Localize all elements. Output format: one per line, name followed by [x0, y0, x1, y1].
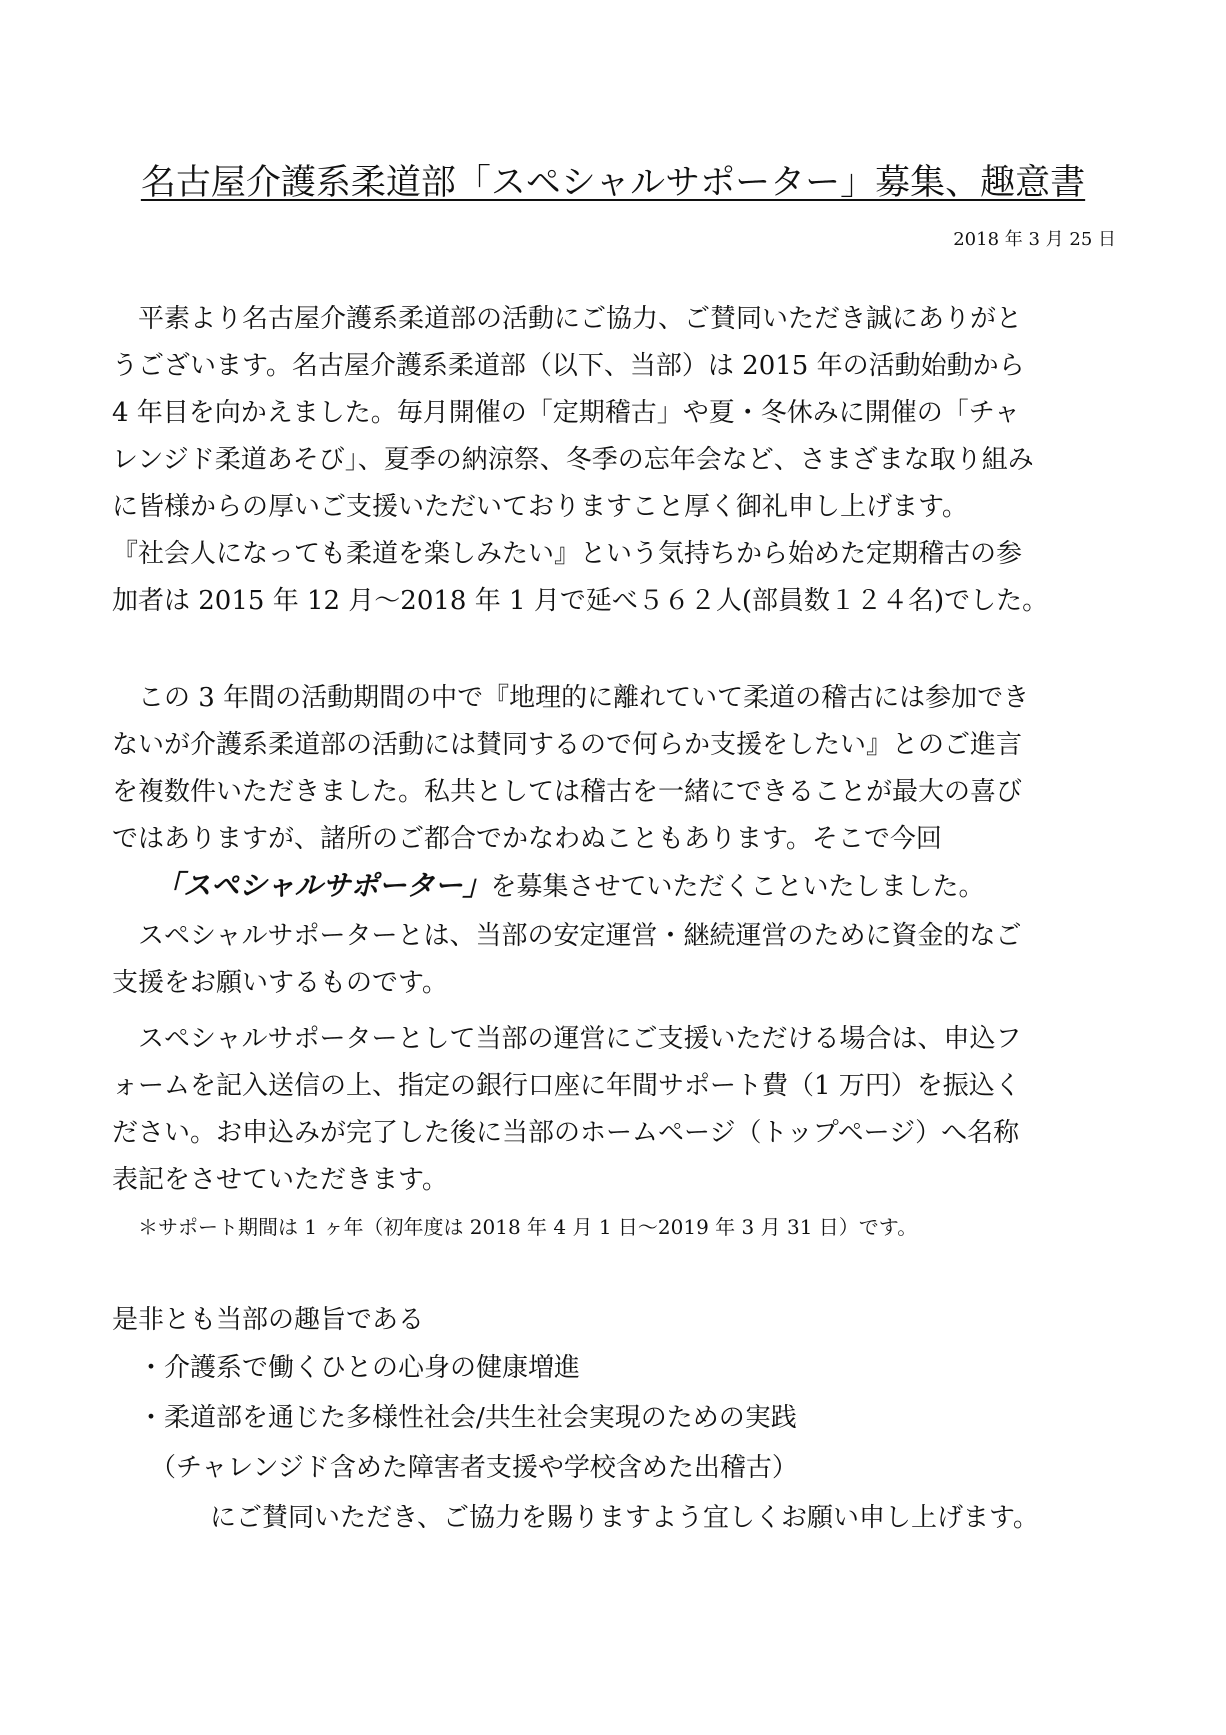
paragraph1-line: レンジド柔道あそび」、夏季の納涼祭、冬季の忘年会など、さまざまな取り組み	[112, 445, 1034, 475]
document-title-text: 名古屋介護系柔道部「スペシャルサポーター」募集、趣意書	[140, 163, 1086, 203]
closing-lead: 是非とも当部の趣旨である	[112, 1305, 425, 1335]
paragraph1-line: 平素より名古屋介護系柔道部の活動にご協力、ご賛同いただき誠にありがと	[138, 304, 1023, 334]
closing-bullet: ・柔道部を通じた多様性社会/共生社会実現のための実践	[138, 1403, 797, 1433]
paragraph3-line: 支援をお願いするものです。	[112, 968, 448, 998]
document-title	[0, 160, 1226, 206]
paragraph1-line: 『社会人になっても柔道を楽しみたい』という気持ちから始めた定期稽古の参	[112, 539, 1023, 569]
closing-bullet: ・介護系で働くひとの心身の健康増進	[138, 1353, 581, 1383]
paragraph2-line: ではありますが、諸所のご都合でかなわぬこともあります。そこで今回	[112, 824, 942, 854]
paragraph1-line: 加者は 2015 年 12 月～2018 年 1 月で延べ５６２人(部員数１２４名)でした。	[112, 586, 1049, 616]
paragraph2-line: を複数件いただきました。私共としては稽古を一緒にできることが最大の喜び	[112, 777, 1023, 807]
closing-bullet-sub: （チャレンジド含めた障害者支援や学校含めた出稽古）	[150, 1453, 798, 1483]
recruit-line-rest: を募集させていただくこといたしました。	[490, 872, 985, 902]
paragraph1-line: に皆様からの厚いご支援いただいておりますこと厚く御礼申し上げます。	[112, 492, 968, 522]
paragraph1-line: うございます。名古屋介護系柔道部（以下、当部）は 2015 年の活動始動から	[112, 351, 1025, 381]
paragraph2-line: この 3 年間の活動期間の中で『地理的に離れていて柔道の稽古には参加でき	[138, 683, 1030, 713]
paragraph1-line: 4 年目を向かえました。毎月開催の「定期稽古」や夏・冬休みに開催の「チャ	[112, 398, 1021, 428]
paragraph4-line: スペシャルサポーターとして当部の運営にご支援いただける場合は、申込フ	[138, 1024, 1022, 1054]
paragraph2-line: ないが介護系柔道部の活動には賛同するので何らか支援をしたい』とのご進言	[112, 730, 1023, 760]
document-date: 2018 年 3 月 25 日	[953, 229, 1116, 250]
special-supporter-emphasis: 「スペシャルサポーター」	[155, 869, 491, 902]
recruit-line	[155, 868, 984, 905]
support-period-note: ＊サポート期間は 1 ヶ年（初年度は 2018 年 4 月 1 日～2019 年 3 月 31 日）です。	[138, 1215, 918, 1239]
paragraph3-line: スペシャルサポーターとは、当部の安定運営・継続運営のために資金的なご	[138, 921, 1022, 951]
closing-final: にご賛同いただき、ご協力を賜りますよう宜しくお願い申し上げます。	[210, 1503, 1039, 1533]
paragraph4-line: ださい。お申込みが完了した後に当部のホームページ（トップページ）へ名称	[112, 1118, 1020, 1148]
paragraph4-line: 表記をさせていただきます。	[112, 1165, 448, 1195]
paragraph4-line: ォームを記入送信の上、指定の銀行口座に年間サポート費（1 万円）を振込く	[112, 1071, 1021, 1101]
